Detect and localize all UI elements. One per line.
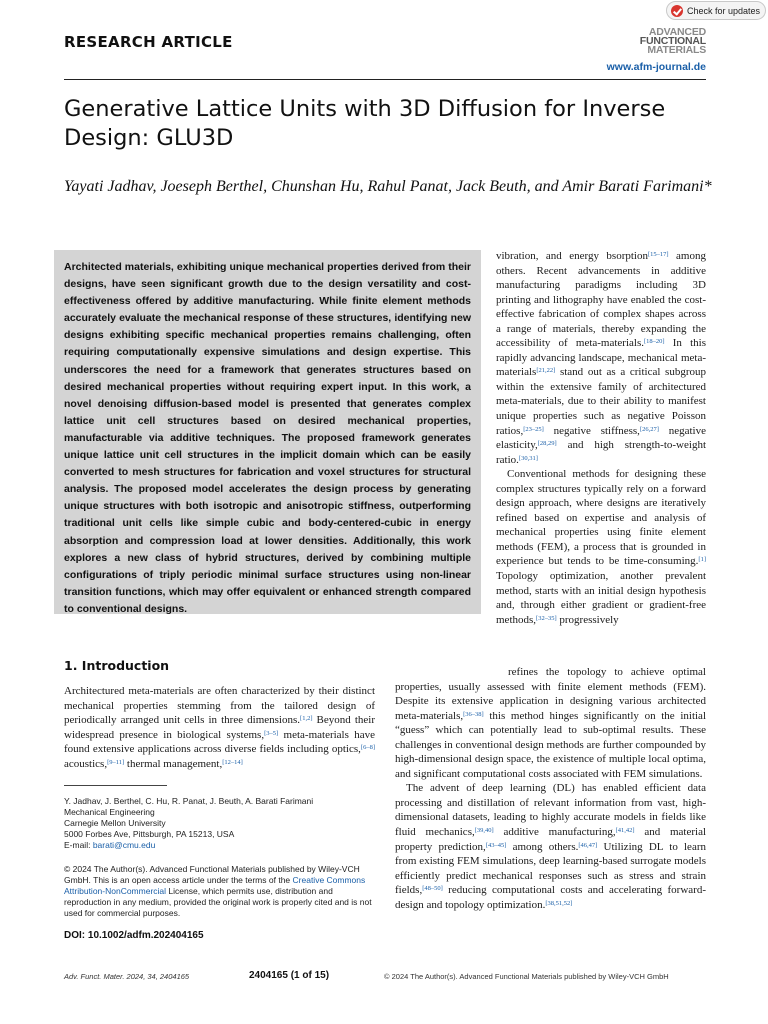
paragraph: Conventional methods for designing these complex structures typically rely on a forward design approach, where designs are iteratively refined based on expertise and analysis of mechanical properties using finite element methods (FEM), a process that is grounded in experience but tends to be time-consuming.[1] Topology optimization, another prevalent method, starts with an initial design hypothesis and, through either gradient or gradient-free methods,[32–35] progressively <box>496 468 706 626</box>
right-column-text <box>496 249 706 627</box>
affiliation-block <box>64 796 375 851</box>
header-divider <box>64 79 706 80</box>
citation-link[interactable]: [36–38] <box>463 710 484 718</box>
citation-link[interactable]: [48–50] <box>422 885 443 893</box>
citation-link[interactable]: [1] <box>698 556 706 564</box>
citation-link[interactable]: [21,22] <box>536 367 556 375</box>
license-link[interactable]: Creative Commons Attribution-NonCommercial <box>64 875 366 896</box>
footer-copyright: © 2024 The Author(s). Advanced Functional Materials published by Wiley-VCH GmbH <box>384 972 669 981</box>
footnote-divider <box>64 785 167 786</box>
citation-link[interactable]: [43–45] <box>485 841 507 849</box>
citation-link[interactable]: [15–17] <box>648 251 669 258</box>
article-type-label: RESEARCH ARTICLE <box>64 33 233 51</box>
check-updates-icon <box>671 5 683 17</box>
section-heading-introduction: 1. Introduction <box>64 658 170 673</box>
citation-link[interactable]: [12–14] <box>222 758 243 766</box>
paragraph: refines the topology to achieve optimal properties, usually assessed with finite element methods (FEM). Despite its extensive application in designing various architected meta-materials,[36–38] this method hinges significantly on the initial “guess” which can potentially lead to sub-optimal results. These challenges in conventional design methods are further compounded by high-dimensional design space, the existence of multiple local optima, and significant computational costs associated with FEM simulations. <box>395 666 706 780</box>
citation-link[interactable]: [28,29] <box>537 440 557 448</box>
abstract-box: Architected materials, exhibiting unique mechanical properties derived from their designs, have seen significant growth due to the design versatility and cost-effectiveness offered by additive manufacturing. While finite element methods accurately evaluate the mechanical response of these structures, identifying new designs exhibiting specific mechanical properties remains challenging, often requiring computationally expensive simulations and design expertise. This underscores the need for a framework that generates structures based on desired mechanical properties without requiring expert input. In this work, a novel denoising diffusion-based model is presented that generates complex lattice unit cell structures based on desired mechanical properties, manufacturable via additive techniques. The proposed framework generates unique lattice unit cell structures in the implicit domain which can be easily converted to mesh structures for fabrication and voxel structures for structural analysis. The proposed model accelerates the design process by generating unique structures with both isotropic and anisotropic stiffness, outperforming traditional unit cells like simple cubic and body-centered-cubic in energy absorption and compression load at lower densities. Additionally, this work explores a new class of hybrid structures, derived by combining multiple configurations of triply periodic minimal surface structures using non-linear transition functions, which may offer equivalent or enhanced strength compared to conventional designs. <box>54 250 481 614</box>
citation-link[interactable]: [39,40] <box>474 827 494 835</box>
citation-link[interactable]: [46,47] <box>578 841 598 849</box>
affiliation-university: Carnegie Mellon University <box>64 818 166 828</box>
citation-link[interactable]: [9–11] <box>107 758 125 766</box>
check-updates-label: Check for updates <box>687 5 761 16</box>
journal-logo: ADVANCED FUNCTIONAL MATERIALS <box>639 26 706 56</box>
email-link[interactable]: barati@cmu.edu <box>92 840 156 850</box>
paragraph: vibration, and energy bsorption[15–17] among others. Recent advancements in additive manufacturing paradigms including 3D printing and lithography have enabled the cost-effective fabrication of complex shapes across a range of materials, thereby expanding the accessibility of meta-materials.[18–20] In this rapidly advancing landscape, mechanical meta-materials[21,22] stand out as a critical subgroup within the extensive family of architectured meta-materials, due to their ability to manifest unique properties such as negative Poisson ratios,[23–25] negative stiffness,[26,27] negative elasticity,[28,29] and high strength-to-weight ratio.[30,31] <box>496 250 707 466</box>
citation-link[interactable]: [3–5] <box>264 729 279 737</box>
affiliation-email-row: E-mail: barati@cmu.edu <box>64 840 156 850</box>
citation-link[interactable]: [38,51,52] <box>545 899 573 907</box>
footer-journal-citation: Adv. Funct. Mater. 2024, 34, 2404165 <box>64 972 190 981</box>
right-column-bottom-text <box>395 665 706 912</box>
citation-link[interactable]: [18–20] <box>644 338 665 346</box>
doi-label[interactable]: DOI: 10.1002/adfm.202404165 <box>64 930 204 941</box>
journal-url-link[interactable]: www.afm-journal.de <box>606 61 706 73</box>
citation-link[interactable]: [1,2] <box>300 715 313 723</box>
affiliation-department: Mechanical Engineering <box>64 807 155 817</box>
author-list: Yayati Jadhav, Joeseph Berthel, Chunshan Hu, Rahul Panat, Jack Beuth, and Amir Barati Farimani* <box>64 178 712 195</box>
citation-link[interactable]: [30,31] <box>518 454 538 462</box>
footer-page-number: 2404165 (1 of 15) <box>249 970 330 981</box>
affiliation-address: 5000 Forbes Ave, Pittsburgh, PA 15213, USA <box>64 829 235 839</box>
introduction-text <box>64 684 375 771</box>
citation-link[interactable]: [6–8] <box>360 744 375 752</box>
citation-link[interactable]: [41,42] <box>615 827 635 835</box>
paragraph: Architectured meta-materials are often characterized by their distinct mechanical properties stemming from the tailored design of periodically arranged unit cells in three dimensions.[1,2] Beyond their widespread presence in biological systems,[3–5] meta-materials have found extensive applications across diverse fields including optics,[6–8] acoustics,[9–11] thermal management,[12–14] <box>64 685 376 770</box>
license-note: © 2024 The Author(s). Advanced Functional Materials published by Wiley-VCH GmbH. This is an open access article under the terms of the Creative Commons Attribution-NonCommercial License, which permits use, distribution and reproduction in any medium, provided the original work is properly cited and is not used for commercial purposes. <box>64 864 372 918</box>
check-for-updates-button[interactable] <box>666 1 766 20</box>
paragraph: The advent of deep learning (DL) has enabled efficient data processing and distillation of relevant information from vast, high-dimensional datasets, leading to highly accurate models in fields like fluid mechanics,[39,40] additive manufacturing,[41,42] and material property prediction,[43–45] among others.[46,47] Utilizing DL to learn from existing FEM simulations, deep learning-based surrogate models efficiently predict mechanical responses such as stress and strain fields,[48–50] reducing computational costs and accelerating forward-design and topology optimization.[38,51,52] <box>395 782 707 911</box>
citation-link[interactable]: [26,27] <box>639 425 659 433</box>
affiliation-names: Y. Jadhav, J. Berthel, C. Hu, R. Panat, J. Beuth, A. Barati Farimani <box>64 796 314 806</box>
article-title: Generative Lattice Units with 3D Diffusion for Inverse Design: GLU3D <box>64 96 666 151</box>
citation-link[interactable]: [32–35] <box>536 614 557 622</box>
citation-link[interactable]: [23–25] <box>523 425 544 433</box>
